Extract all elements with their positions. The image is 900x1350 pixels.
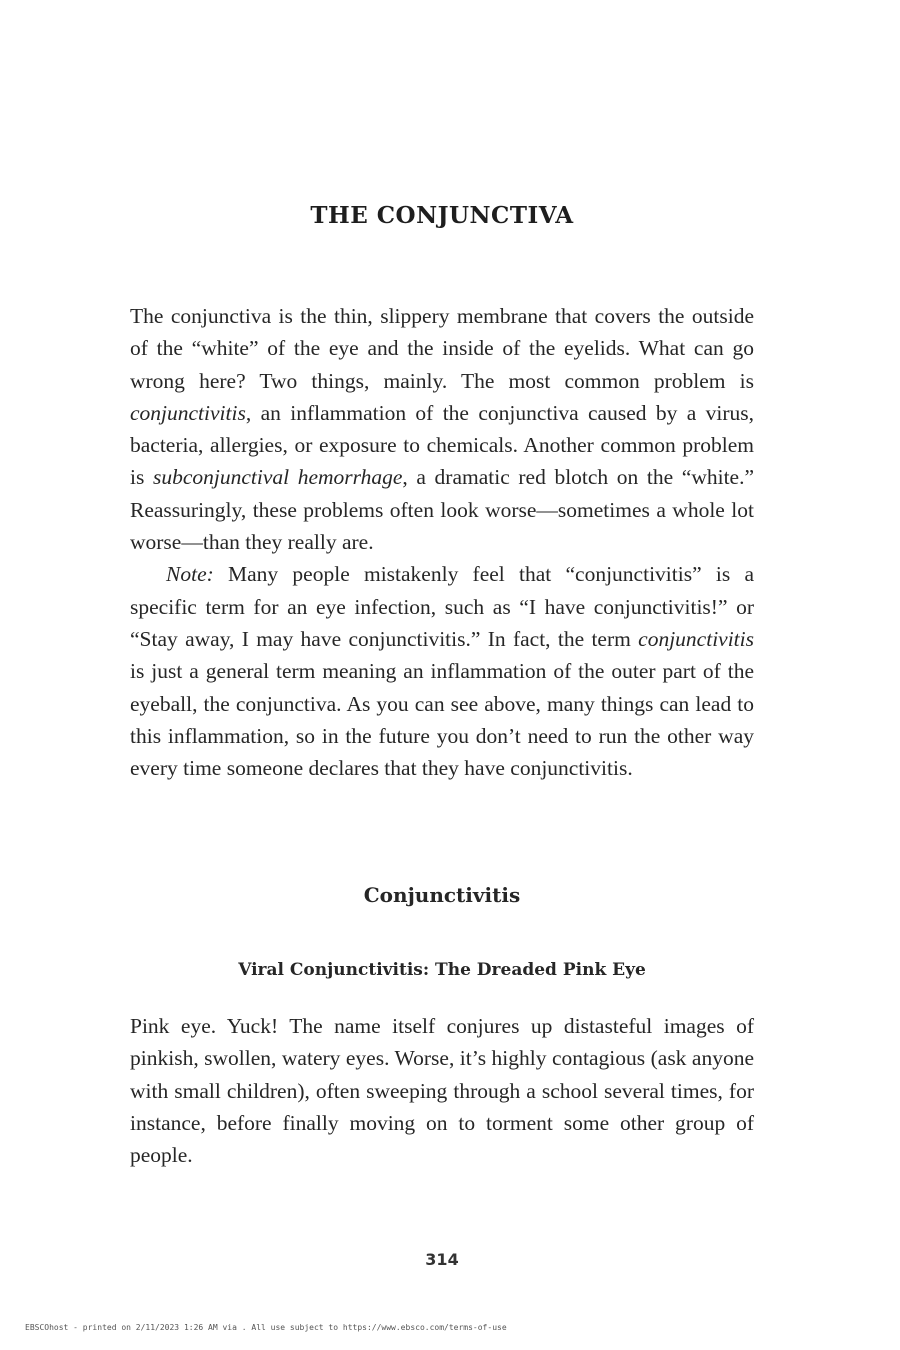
intro-text-block [130, 300, 754, 784]
intro-p1-text-c: , a dramatic red blotch on the “white.” Reassuringly, these problems often look worse—sometimes a whole lot worse—than they really are. [130, 465, 754, 555]
pinkeye-paragraph: Pink eye. Yuck! The name itself conjures up distasteful images of pinkish, swollen, watery eyes. Worse, it’s highly contagious (ask anyone with small children), often sweeping through a school several times, for instance, before finally moving on to torment some other group of people. [130, 1014, 754, 1168]
page-number: 314 [425, 1250, 459, 1269]
intro-paragraph-1 [130, 300, 754, 558]
intro-p2-text-a: Many people mistakenly feel that “conjunctivitis” is a specific term for an eye infection, such as “I have conjunctivitis!” or “Stay away, I may have conjunctivitis.” In fact, the term [130, 562, 754, 651]
term-conjunctivitis: conjunctivitis [130, 400, 246, 425]
intro-paragraph-2 [130, 558, 754, 784]
intro-p1-text-b: , an inflammation of the conjunctiva caused by a virus, bacteria, allergies, or exposure to chemicals. Another common problem is [130, 400, 754, 490]
pinkeye-text-block [130, 1010, 754, 1171]
intro-p2-text-b: is just a general term meaning an inflammation of the outer part of the eyeball, the conjunctiva. As you can see above, many things can lead to this inflammation, so in the future you don’t need to run the other way every time someone declares that they have conjunctivitis. [130, 659, 754, 781]
footer-notice: EBSCOhost - printed on 2/11/2023 1:26 AM via . All use subject to https://www.ebsco.com/terms-of-use [25, 1323, 507, 1332]
term-subconjunctival-hemorrhage: subconjunctival hemorrhage [152, 465, 403, 490]
term-conjunctivitis-italic: conjunctivitis [638, 626, 754, 651]
chapter-title: THE CONJUNCTIVA [310, 202, 574, 229]
section-heading: Conjunctivitis [363, 883, 521, 907]
intro-p1-text-a: The conjunctiva is the thin, slippery membrane that covers the outside of the “white” of the eye and the inside of the eyelids. What can go wrong here? Two things, mainly. The most common problem is [130, 304, 754, 393]
subsection-heading: Viral Conjunctivitis: The Dreaded Pink Eye [238, 960, 646, 980]
note-label: Note: [166, 562, 214, 587]
